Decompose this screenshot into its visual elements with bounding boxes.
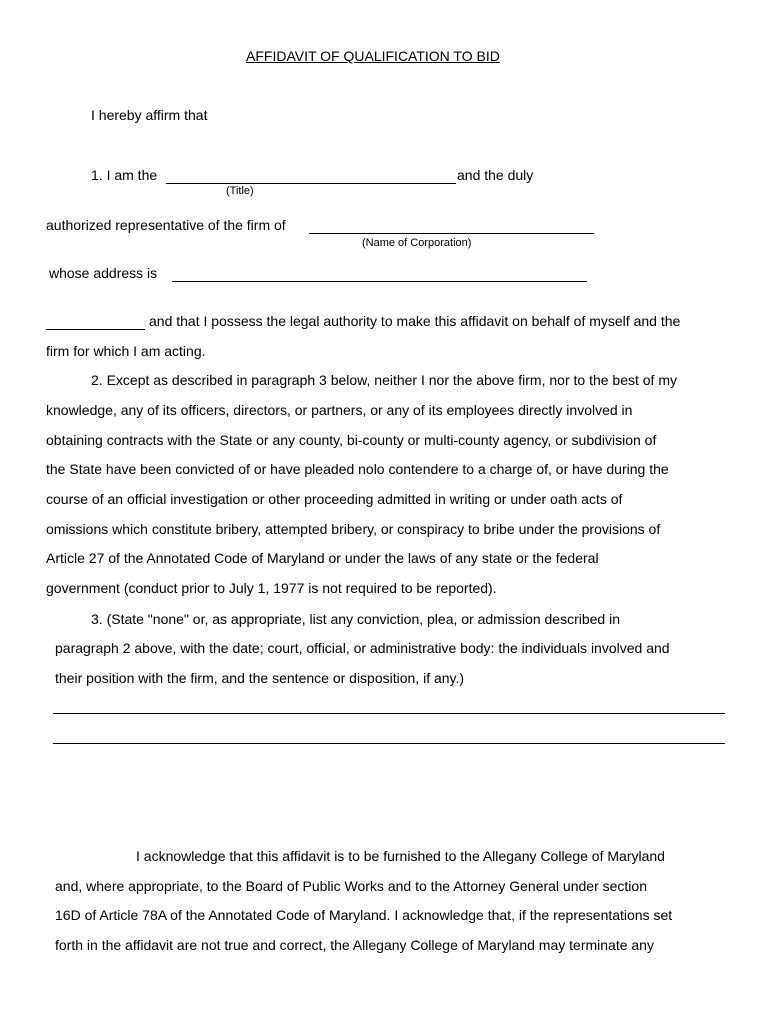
document-title: AFFIDAVIT OF QUALIFICATION TO BID bbox=[246, 48, 500, 64]
para2-line: course of an official investigation or other proceeding admitted in writing or under oath acts of bbox=[46, 491, 623, 507]
para2-line: omissions which constitute bribery, attempted bribery, or conspiracy to bribe under the provisions of bbox=[46, 521, 661, 537]
line5-text: firm for which I am acting. bbox=[46, 343, 206, 359]
corporation-hint: (Name of Corporation) bbox=[362, 237, 472, 249]
para4-line: I acknowledge that this affidavit is to be furnished to the Allegany College of Maryland bbox=[136, 848, 665, 864]
address-field[interactable] bbox=[172, 265, 587, 282]
para4-line: and, where appropriate, to the Board of Public Works and to the Attorney General under section bbox=[55, 878, 647, 894]
corporation-name-field[interactable] bbox=[309, 217, 594, 234]
line1-suffix: and the duly bbox=[457, 167, 534, 183]
para3-line: 3. (State "none" or, as appropriate, list any conviction, plea, or admission described in bbox=[91, 611, 621, 627]
para2-line: Article 27 of the Annotated Code of Maryland or under the laws of any state or the federal bbox=[46, 550, 599, 566]
disclosure-line-1[interactable] bbox=[53, 713, 725, 714]
para2-line: 2. Except as described in paragraph 3 below, neither I nor the above firm, nor to the best of my bbox=[91, 372, 677, 388]
line4-suffix: and that I possess the legal authority to make this affidavit on behalf of myself and the bbox=[149, 313, 681, 329]
para2-line: government (conduct prior to July 1, 1977 is not required to be reported). bbox=[46, 580, 497, 596]
intro-text: I hereby affirm that bbox=[91, 107, 208, 123]
line3-prefix: whose address is bbox=[49, 265, 158, 281]
title-field[interactable] bbox=[166, 167, 456, 184]
address-continuation-field[interactable] bbox=[46, 313, 145, 330]
para2-line: the State have been convicted of or have pleaded nolo contendere to a charge of, or have during the bbox=[46, 461, 669, 477]
line1-prefix: 1. I am the bbox=[91, 167, 158, 183]
para2-line: obtaining contracts with the State or any county, bi-county or multi-county agency, or subdivision of bbox=[46, 432, 657, 448]
disclosure-line-2[interactable] bbox=[53, 743, 725, 744]
para4-line: 16D of Article 78A of the Annotated Code of Maryland. I acknowledge that, if the representations set bbox=[55, 907, 673, 923]
para3-line: paragraph 2 above, with the date; court, official, or administrative body: the individuals involved and bbox=[55, 640, 670, 656]
para2-line: knowledge, any of its officers, directors, or partners, or any of its employees directly involved in bbox=[46, 402, 633, 418]
para3-line: their position with the firm, and the sentence or disposition, if any.) bbox=[55, 670, 465, 686]
line2-prefix: authorized representative of the firm of bbox=[46, 217, 286, 233]
title-hint: (Title) bbox=[226, 185, 254, 197]
para4-line: forth in the affidavit are not true and correct, the Allegany College of Maryland may terminate any bbox=[55, 937, 654, 953]
